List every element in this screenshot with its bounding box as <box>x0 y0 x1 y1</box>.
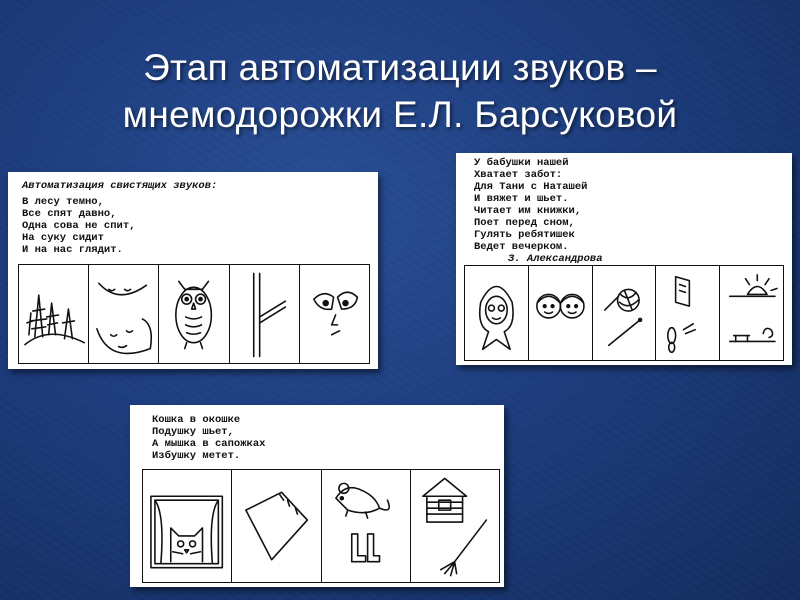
branch-icon <box>230 265 300 363</box>
two-girls-icon <box>529 266 593 360</box>
verse-line: Одна сова не спит, <box>22 220 136 232</box>
yarn-needle-icon <box>593 266 657 360</box>
cat-window-icon <box>143 470 232 582</box>
verse-line: Для Тани с Наташей <box>474 181 588 193</box>
verse-line: Поет перед сном, <box>474 217 575 229</box>
verse-line: Читает им книжки, <box>474 205 582 217</box>
forest-icon <box>19 265 89 363</box>
verse-line: Хватает забот: <box>474 169 563 181</box>
verse-line: На суку сидит <box>22 232 104 244</box>
verse-line: Гулять ребятишек <box>474 229 575 241</box>
slide-title <box>0 44 800 138</box>
verse-line: И на нас глядит. <box>22 244 123 256</box>
picture-strip <box>142 469 500 583</box>
verse-line: Ведет вечерком. <box>474 241 569 253</box>
sleeping-moon-icon <box>89 265 159 363</box>
verse-line: Все спят давно, <box>22 208 117 220</box>
card-heading: Автоматизация свистящих звуков: <box>22 180 218 192</box>
title-line-1: Этап автоматизации звуков – <box>143 47 657 88</box>
verse-line: А мышка в сапожках <box>152 438 266 450</box>
poem-author: З. Александрова <box>508 253 603 265</box>
verse-line: Избушку метет. <box>152 450 241 462</box>
verse-line: Кошка в окошке <box>152 414 241 426</box>
hut-broom-icon <box>411 470 499 582</box>
owl-icon <box>159 265 229 363</box>
picture-strip <box>464 265 784 361</box>
pillow-icon <box>232 470 321 582</box>
book-scissors-icon <box>656 266 720 360</box>
mouse-boots-icon <box>322 470 411 582</box>
sunset-walk-icon <box>720 266 783 360</box>
angry-eyes-icon <box>300 265 369 363</box>
card-grandmother <box>456 153 792 365</box>
verse-line: У бабушки нашей <box>474 157 569 169</box>
picture-strip <box>18 264 370 364</box>
verse-line: Подушку шьет, <box>152 426 234 438</box>
verse-line: В лесу темно, <box>22 196 104 208</box>
title-line-2: мнемодорожки Е.Л. Барсуковой <box>122 94 678 135</box>
verse-line: И вяжет и шьет. <box>474 193 569 205</box>
card-forest-owl <box>8 172 378 369</box>
card-cat-mouse <box>130 405 504 587</box>
grandmother-icon <box>465 266 529 360</box>
